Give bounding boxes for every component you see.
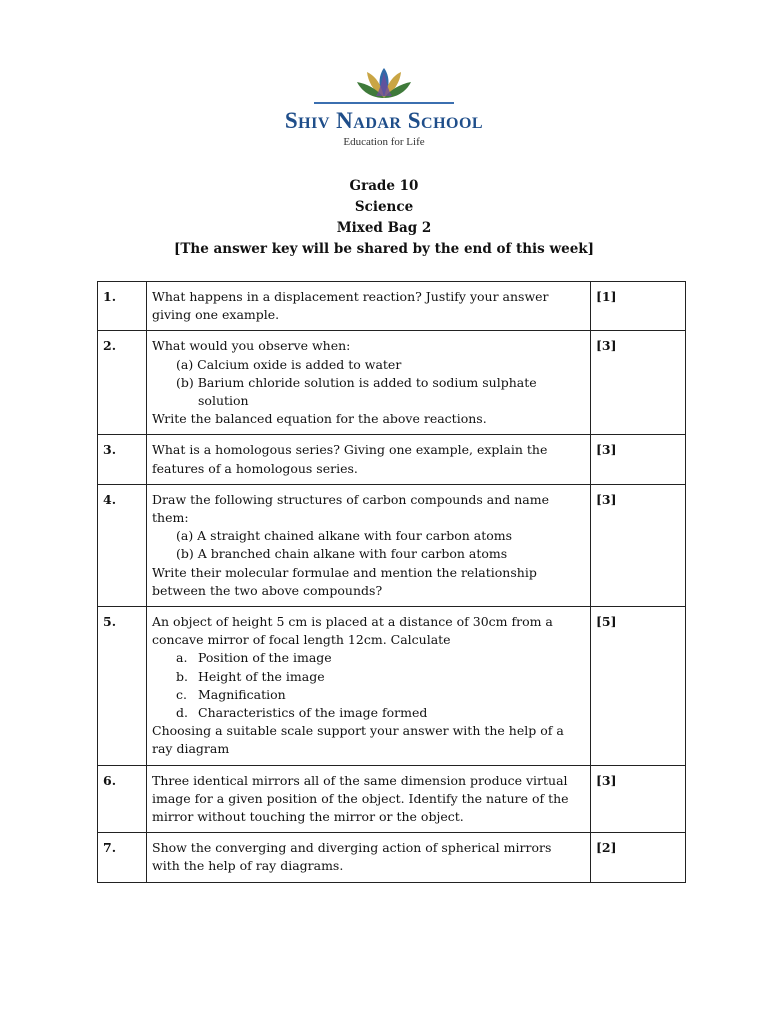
question-text: [147, 331, 591, 435]
question-text: [147, 765, 591, 833]
question-row: [98, 833, 686, 882]
item-label: c.: [176, 686, 187, 702]
subject-label: Science: [354, 199, 414, 215]
logo-divider: [314, 102, 454, 104]
lotus-icon: [354, 66, 414, 100]
question-text: [147, 282, 591, 331]
item-label: b.: [176, 668, 188, 684]
item-text: Height of the image: [198, 668, 325, 684]
question-number: 6.: [98, 765, 147, 833]
question-number: 5.: [98, 607, 147, 766]
question-row: [98, 331, 686, 435]
sub-question: [152, 686, 585, 704]
question-number: 3.: [98, 435, 147, 484]
school-tagline: Education for Life: [343, 136, 425, 148]
question-line: Three identical mirrors all of the same dimension produce virtual: [152, 772, 568, 788]
sub-question: (b) A branched chain alkane with four carbon atoms: [176, 546, 508, 562]
question-row: [98, 282, 686, 331]
question-marks: [3]: [591, 331, 686, 435]
sub-question: (a) Calcium oxide is added to water: [176, 356, 402, 372]
question-text: [147, 435, 591, 484]
question-text: [147, 833, 591, 882]
question-line: concave mirror of focal length 12cm. Calculate: [152, 632, 451, 648]
question-line: between the two above compounds?: [152, 582, 383, 598]
question-line: image for a given position of the object. Identify the nature of the: [152, 790, 569, 806]
school-logo: [0, 66, 768, 148]
question-line: Write their molecular formulae and mention the relationship: [152, 564, 537, 580]
worksheet-title: Mixed Bag 2: [336, 220, 432, 236]
question-row: [98, 765, 686, 833]
school-name: Shiv Nadar School: [284, 108, 484, 133]
question-line: them:: [152, 510, 189, 526]
question-number: 2.: [98, 331, 147, 435]
sub-question: [152, 668, 585, 686]
question-line: giving one example.: [152, 307, 280, 323]
item-text: Position of the image: [198, 650, 332, 666]
question-line: Write the balanced equation for the above reactions.: [152, 411, 487, 427]
question-number: 4.: [98, 484, 147, 606]
grade-label: Grade 10: [349, 178, 419, 194]
sub-question: (b) Barium chloride solution is added to sodium sulphate: [176, 374, 537, 390]
question-number: 1.: [98, 282, 147, 331]
sub-question: [152, 704, 585, 722]
question-marks: [2]: [591, 833, 686, 882]
answer-key-note: [The answer key will be shared by the end of this week]: [173, 241, 595, 257]
question-row: [98, 484, 686, 606]
question-marks: [3]: [591, 484, 686, 606]
sub-question: [152, 649, 585, 667]
question-marks: [3]: [591, 435, 686, 484]
question-text: [147, 607, 591, 766]
question-line: Draw the following structures of carbon compounds and name: [152, 491, 549, 507]
question-line: An object of height 5 cm is placed at a distance of 30cm from a: [152, 614, 553, 630]
item-text: Magnification: [198, 686, 286, 702]
question-row: [98, 435, 686, 484]
question-line: mirror without touching the mirror or the object.: [152, 809, 464, 825]
item-label: a.: [176, 650, 188, 666]
question-marks: [3]: [591, 765, 686, 833]
question-line: features of a homologous series.: [152, 460, 358, 476]
question-line: What happens in a displacement reaction? Justify your answer: [152, 289, 549, 304]
question-line: What is a homologous series? Giving one example, explain the: [152, 442, 548, 458]
questions-table: [97, 281, 686, 883]
question-number: 7.: [98, 833, 147, 882]
document-header: [0, 176, 768, 260]
question-line: with the help of ray diagrams.: [152, 858, 344, 874]
question-line: Choosing a suitable scale support your answer with the help of a: [152, 723, 564, 739]
question-line: ray diagram: [152, 741, 230, 757]
sub-question-continued: solution: [198, 393, 249, 409]
question-row: [98, 607, 686, 766]
question-marks: [5]: [591, 607, 686, 766]
item-text: Characteristics of the image formed: [198, 705, 428, 721]
question-text: [147, 484, 591, 606]
item-label: d.: [176, 705, 188, 721]
question-marks: [1]: [591, 282, 686, 331]
question-line: Show the converging and diverging action of spherical mirrors: [152, 840, 552, 856]
question-line: What would you observe when:: [152, 338, 351, 354]
sub-question: (a) A straight chained alkane with four carbon atoms: [176, 528, 513, 544]
